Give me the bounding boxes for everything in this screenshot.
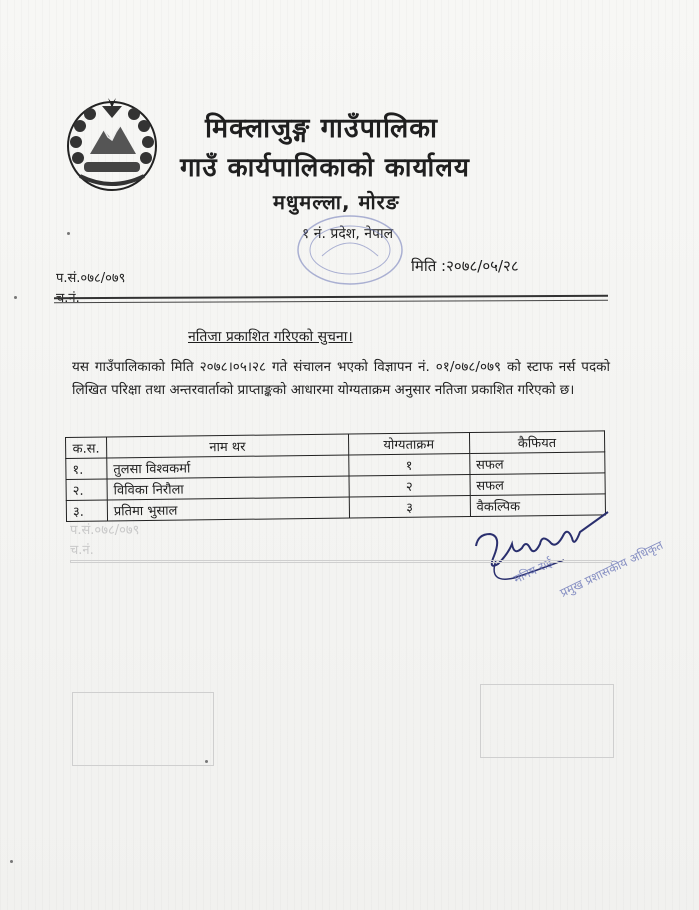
letter-date: मिति :२०७८/०५/२८ [411,257,519,275]
header-rule-thin [54,300,608,303]
table-cell: २. [66,479,107,500]
table-cell: तुलसा विश्वकर्मा [107,455,349,479]
signatory-title: प्रमुख प्रशासकीय अधिकृत [557,537,666,600]
signatory-name: मनिष राई [511,555,555,587]
table-cell: प्रतिमा भुसाल [107,497,349,521]
dispatch-number: च.नं. [56,291,80,306]
speck [67,232,70,235]
speck [10,860,13,863]
bleed-through-rule [70,560,612,563]
table-cell: सफल [469,452,605,475]
table-cell: विविका निरौला [107,476,349,500]
office-subtitle: गाउँ कार्यपालिकाको कार्यालय [180,153,470,183]
table-cell: १. [66,458,107,479]
table-cell: ३ [349,496,470,518]
bleed-through-table-right [480,684,614,758]
notice-body: यस गाउँपालिकाको मिति २०७८।०५।२८ गते संचालन भएको विज्ञापन नं. ०१/०७८/०७९ को स्टाफ नर्स पदको लिखित परिक्षा तथा अन्तरवार्ताको प्राप्ताङ्कको आधारमा योग्यताक्रम अनुसार नतिजा प्रकाशित गरिएको छ। [72,359,610,398]
notice-heading: नतिजा प्रकाशित गरिएको सुचना। [188,329,353,345]
nepal-government-emblem [60,92,164,196]
column-header: योग्यताक्रम [348,433,469,455]
office-title: मिक्लाजुङ्ग गाउँपालिका [205,113,439,144]
bleed-through-dispatch-number: च.नं. [70,543,94,558]
letter-number: प.सं.०७८/०७९ [56,271,126,286]
bleed-through-letter-number: प.सं.०७८/०७९ [70,523,140,538]
header-rule [54,295,608,299]
speck [205,760,208,763]
table-cell: २ [349,475,470,497]
column-header: क.स. [66,437,107,458]
province-line: १ नं. प्रदेश, नेपाल [302,226,394,242]
table-cell: ३. [66,500,107,521]
column-header: कैफियत [469,431,605,454]
office-stamp [292,210,408,288]
speck [14,296,17,299]
column-header: नाम थर [106,434,348,458]
table-cell: १ [348,454,469,476]
bleed-through-table [72,692,214,766]
table-cell: वैकल्पिक [470,494,606,517]
office-address: मधुमल्ला, मोरङ [273,190,400,214]
table-cell: सफल [470,473,606,496]
